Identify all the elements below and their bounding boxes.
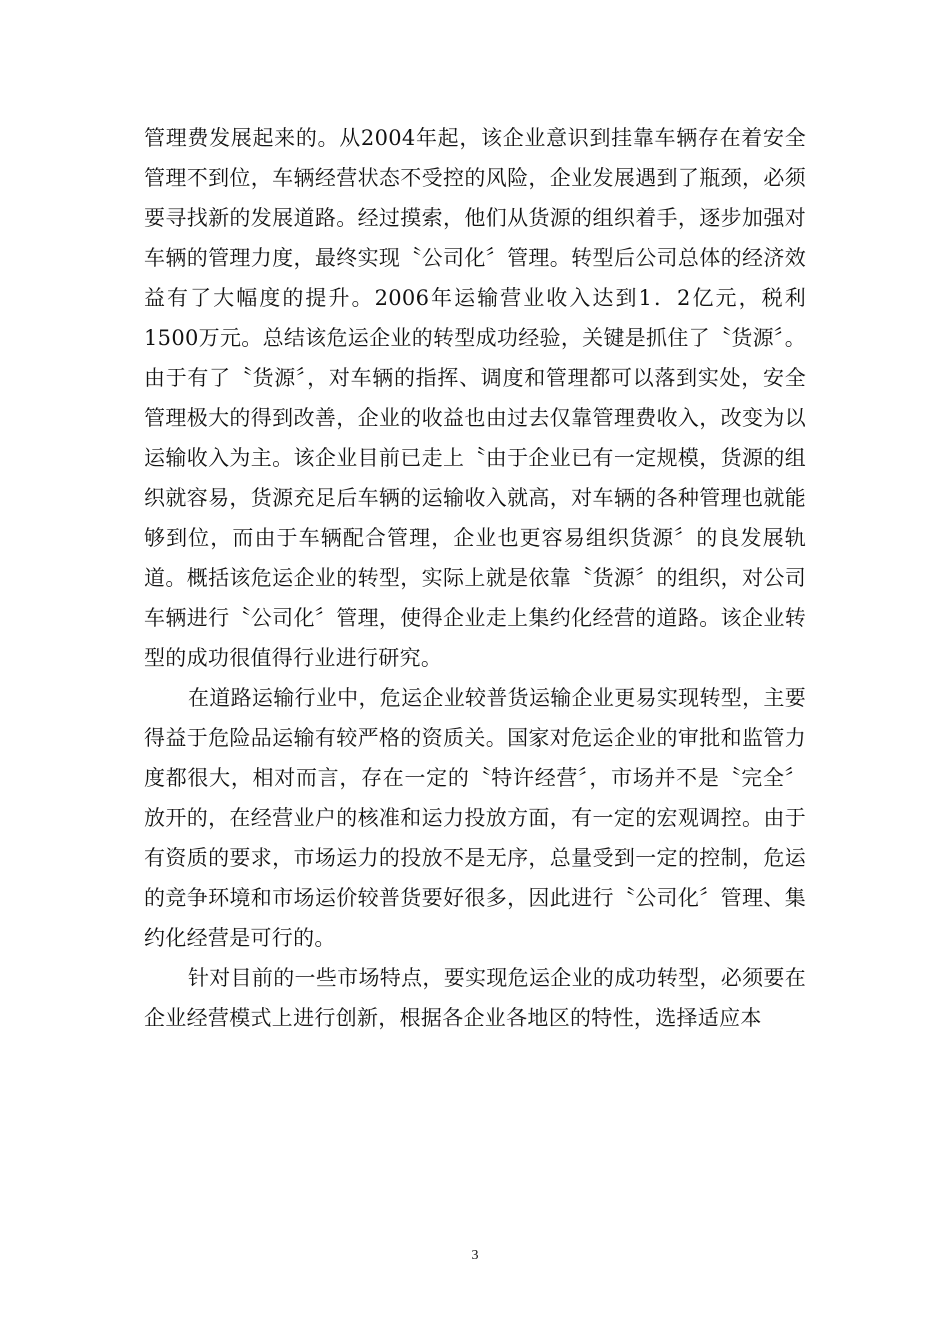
page-number: 3 [471,1248,479,1263]
paragraph-3: 针对目前的一些市场特点，要实现危运企业的成功转型，必须要在企业经营模式上进行创新，根据各企业各地区的特性，选择适应本 [144,966,806,1030]
paragraph-2: 在道路运输行业中，危运企业较普货运输企业更易实现转型，主要得益于危险品运输有较严格的资质关。国家对危运企业的审批和监管力度都很大，相对而言，存在一定的〝特许经营〞，市场并不是〝完全〞放开的，在经营业户的核准和运力投放方面，有一定的宏观调控。由于有资质的要求，市场运力的投放不是无序，总量受到一定的控制，危运的竞争环境和市场运价较普货要好很多，因此进行〝公司化〞管理、集约化经营是可行的。 [144,686,806,950]
body-text [144,118,806,1038]
paragraph-1: 管理费发展起来的。从2004年起，该企业意识到挂靠车辆存在着安全管理不到位，车辆经营状态不受控的风险，企业发展遇到了瓶颈，必须要寻找新的发展道路。经过摸索，他们从货源的组织着手，逐步加强对车辆的管理力度，最终实现〝公司化〞管理。转型后公司总体的经济效益有了大幅度的提升。2006年运输营业收入达到1．2亿元，税利1500万元。总结该危运企业的转型成功经验，关键是抓住了〝货源〞。由于有了〝货源〞，对车辆的指挥、调度和管理都可以落到实处，安全管理极大的得到改善，企业的收益也由过去仅靠管理费收入，改变为以运输收入为主。该企业目前已走上〝由于企业已有一定规模，货源的组织就容易，货源充足后车辆的运输收入就高，对车辆的各种管理也就能够到位，而由于车辆配合管理，企业也更容易组织货源〞的良发展轨道。概括该危运企业的转型，实际上就是依靠〝货源〞的组织，对公司车辆进行〝公司化〞管理，使得企业走上集约化经营的道路。该企业转型的成功很值得行业进行研究。 [144,126,806,670]
